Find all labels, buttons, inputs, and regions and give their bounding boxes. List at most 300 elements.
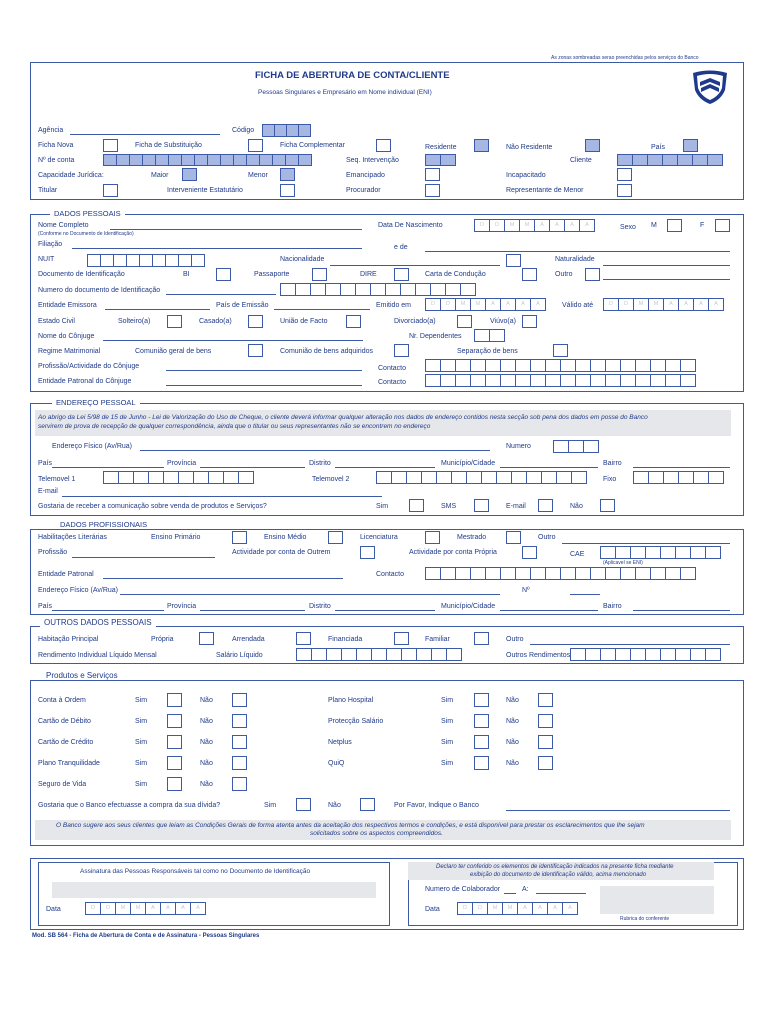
distrito-end-line[interactable] [335,467,435,468]
telemovel1-cells[interactable] [103,471,253,484]
comunhao-adquiridos-label: Comunião de bens adquiridos [280,348,374,355]
pais-prof-label: País [38,603,53,610]
codigo-cells[interactable] [262,124,310,137]
fixo-cells[interactable] [633,471,723,484]
date-cell[interactable]: D [489,219,505,232]
ficha-complementar-label: Ficha Complementar [280,142,345,149]
date-cell[interactable]: A [160,902,176,915]
valido-ate-label: Válido até [562,302,594,309]
codigo-label: Código [232,127,255,134]
passaporte-label: Passaporte [254,271,290,278]
numero-cells[interactable] [553,440,598,453]
produto-label: Cartão de Débito [38,718,91,725]
municipio-prof-line[interactable] [500,610,598,611]
produtos-notice-a: O Banco sugere aos seus clientes que leiam as Condições Gerais de forma atenta antes da aceitação dos respectivos termos e condições, e está disponível para prestar os esclarecimentos que lhe sejam [56,822,645,829]
primario-checkbox[interactable] [232,531,247,544]
shaded-zones-note: As zonas sombreadas serao preenchidas pelos serviços do Banco [551,55,699,61]
date-cell[interactable]: D [457,902,473,915]
filiacao-line-2[interactable] [425,251,730,252]
sexo-label: Sexo [620,224,636,231]
date-cell[interactable]: M [633,298,649,311]
numero-doc-label: Numero do documento de Identificação [38,287,161,294]
arrendada-checkbox[interactable] [296,632,311,645]
account-section [30,62,744,200]
medio-checkbox[interactable] [328,531,343,544]
profissao-line[interactable] [72,557,215,558]
colaborador-a-label: A: [522,886,529,893]
produto-sim-checkbox[interactable] [474,693,489,707]
salario-label: Salário Líquido [216,652,263,659]
date-cell[interactable]: M [487,902,503,915]
carta-checkbox[interactable] [522,268,537,281]
com-nao-checkbox[interactable] [600,499,615,512]
date-cell[interactable]: A [515,298,531,311]
dire-checkbox[interactable] [394,268,409,281]
outros-title: OUTROS DADOS PESSOAIS [40,618,156,627]
solteiro-label: Solteiro(a) [118,318,151,325]
produto-nao-label: Não [200,760,213,767]
ficha-substituicao-label: Ficha de Substituição [135,142,202,149]
n-prof-label: Nº [522,587,530,594]
sexo-f-label: F [700,222,705,229]
produto-nao-checkbox[interactable] [538,735,553,749]
municipio-end-line[interactable] [500,467,598,468]
divida-label: Gostaria que o Banco efectuasse a compra da sua dívida? [38,802,221,809]
produto-label: Netplus [328,739,352,746]
com-email-checkbox[interactable] [538,499,553,512]
licenciatura-label: Licenciatura [360,534,398,541]
endereco-fisico-label: Endereço Físico (Av/Rua) [52,443,133,450]
contacto-prof-cells[interactable] [425,567,695,580]
produto-sim-label: Sim [135,739,148,746]
primario-label: Ensino Primário [151,534,201,541]
hab-outro2-line[interactable] [530,644,730,645]
produto-nao-checkbox[interactable] [232,756,247,770]
nome-note: (Conforme no Documento de Identificação) [38,231,134,237]
cae-label: CAE [570,551,585,558]
data-nascimento-cells[interactable] [474,219,594,232]
representante-checkbox[interactable] [617,184,632,197]
emitido-em-cells[interactable] [425,298,545,311]
medio-label: Ensino Médio [264,534,307,541]
ficha-complementar-checkbox[interactable] [376,139,391,152]
seq-intervencao-label: Seq. Intervenção [346,157,399,164]
produto-sim-label: Sim [441,760,454,767]
nome-completo-line[interactable] [110,229,362,230]
entidade-conjuge-label: Entidade Patronal do Cônjuge [38,378,132,385]
date-cell[interactable]: A [663,298,679,311]
produto-sim-checkbox[interactable] [474,756,489,770]
menor-checkbox[interactable] [280,168,295,181]
nacionalidade-line[interactable] [330,265,500,266]
date-cell[interactable]: A [547,902,563,915]
produto-sim-checkbox[interactable] [167,777,182,791]
date-cell[interactable]: M [115,902,131,915]
familiar-label: Familiar [425,636,450,643]
comunhao-geral-checkbox[interactable] [248,344,263,357]
provincia-prof-line[interactable] [200,610,305,611]
ficha-nova-checkbox[interactable] [103,139,118,152]
distrito-end-label: Distrito [309,460,331,467]
cae-note: (Aplicavel se ENI) [603,560,643,566]
contacto-entidade-label: Contacto [378,379,407,386]
produto-sim-checkbox[interactable] [167,756,182,770]
assinatura-data-cells[interactable] [85,902,205,915]
viuvo-checkbox[interactable] [522,315,537,328]
valido-ate-cells[interactable] [603,298,723,311]
produto-nao-checkbox[interactable] [232,777,247,791]
email-label: E-mail [38,488,58,495]
financiada-checkbox[interactable] [394,632,409,645]
assinatura-signature-area[interactable] [52,882,376,898]
produto-sim-label: Sim [441,697,454,704]
com-sim-label: Sim [376,503,389,510]
produto-nao-label: Não [506,739,519,746]
date-cell[interactable]: A [532,902,548,915]
produtos-notice-b: solicitados sobre os aspectos compreendidos. [310,830,443,837]
endereco-title: ENDEREÇO PESSOAL [52,398,140,407]
date-cell[interactable]: D [474,219,490,232]
divorciado-label: Divorciado(a) [394,318,436,325]
sexo-m-label: M [651,222,657,229]
n-conta-label: Nº de conta [38,157,75,164]
contacto-conjuge-label: Contacto [378,365,407,372]
carta-label: Carta de Condução [425,271,486,278]
com-sms-label: SMS [441,503,457,510]
sexo-m-checkbox[interactable] [667,219,682,232]
fixo-label: Fixo [603,476,617,483]
date-cell[interactable]: A [564,219,580,232]
bairro-prof-label: Bairro [603,603,622,610]
endereco-notice-b: servirem de prova de recepção de qualquer correspondência, ainda que o titular ou seus representantes não se encontrem no endereço [38,423,431,430]
maior-checkbox[interactable] [182,168,197,181]
dados-pessoais-title: DADOS PESSOAIS [50,209,125,218]
produto-nao-checkbox[interactable] [538,714,553,728]
pais-end-label: País [38,460,53,467]
date-cell[interactable]: D [100,902,116,915]
naturalidade-line[interactable] [603,265,730,266]
rendimento-label: Rendimento Individual Líquido Mensal [38,652,157,659]
com-nao-label: Não [570,503,583,510]
com-sim-checkbox[interactable] [409,499,424,512]
divida-nao-label: Não [328,802,341,809]
n-prof-line[interactable] [570,594,600,595]
produto-label: Seguro de Vida [38,781,87,788]
separacao-label: Separação de bens [457,348,518,355]
date-cell[interactable]: M [519,219,535,232]
pais-emissao-label: País de Emissão [216,302,269,309]
conta-propria-checkbox[interactable] [522,546,537,559]
emancipado-label: Emancipado [346,172,385,179]
endereco-fisico-line[interactable] [140,450,490,451]
date-cell[interactable]: A [500,298,516,311]
date-cell[interactable]: D [618,298,634,311]
residente-checkbox[interactable] [474,139,489,152]
bairro-end-line[interactable] [633,467,730,468]
produto-nao-label: Não [506,718,519,725]
endereco-notice-a: Ao abrigo da Lei 5/98 de 15 de Junho - Lei de Valorização do Uso de Cheque, o cliente deverá informar qualquer alteração nos dados de endereço contidos nesta secção sob pena dos dados em posse do Banco [38,414,648,421]
divida-sim-label: Sim [264,802,277,809]
nuit-label: NUIT [38,256,55,263]
date-cell[interactable]: A [145,902,161,915]
contacto-prof-label: Contacto [376,571,405,578]
agencia-line[interactable] [70,134,220,135]
produto-nao-checkbox[interactable] [538,693,553,707]
n-conta-cells[interactable] [103,154,311,166]
nacionalidade-label: Nacionalidade [280,256,325,263]
familiar-checkbox[interactable] [474,632,489,645]
indique-banco-line[interactable] [506,810,730,811]
date-cell[interactable]: D [440,298,456,311]
habilitacoes-label: Habilitações Literárias [38,534,107,541]
produto-sim-label: Sim [441,739,454,746]
form-subtitle: Pessoas Singulares e Empresário em Nome individual (ENI) [258,89,432,96]
produto-sim-checkbox[interactable] [474,735,489,749]
ficha-substituicao-checkbox[interactable] [248,139,263,152]
rubrica-label: Rubrica do conferente [620,916,670,922]
produto-nao-checkbox[interactable] [538,756,553,770]
produto-sim-checkbox[interactable] [167,693,182,707]
produto-nao-checkbox[interactable] [232,735,247,749]
produto-label: QuiQ [328,760,345,767]
cliente-cells[interactable] [617,154,722,166]
produtos-title: Produtos e Serviços [42,671,122,680]
uniao-label: União de Facto [280,318,328,325]
numero-colaborador-label: Numero de Colaborador [425,886,501,893]
date-cell[interactable]: A [175,902,191,915]
date-cell[interactable]: A [517,902,533,915]
arrendada-label: Arrendada [232,636,265,643]
conferente-data-cells[interactable] [457,902,577,915]
provincia-end-label: Província [167,460,197,467]
conferente-data-label: Data [425,906,440,913]
telemovel2-cells[interactable] [376,471,586,484]
residente-label: Residente [425,144,457,151]
bi-checkbox[interactable] [216,268,231,281]
emancipado-checkbox[interactable] [425,168,440,181]
ficha-nova-label: Ficha Nova [38,142,74,149]
date-cell[interactable]: M [502,902,518,915]
comunhao-adquiridos-checkbox[interactable] [394,344,409,357]
outros-rend-label: Outros Rendimentos [506,652,571,659]
numero-label: Numero [506,443,531,450]
procurador-checkbox[interactable] [425,184,440,197]
bairro-prof-line[interactable] [633,610,730,611]
filiacao-line-1[interactable] [72,248,362,249]
licenciatura-checkbox[interactable] [425,531,440,544]
produto-nao-label: Não [506,697,519,704]
date-cell[interactable]: A [534,219,550,232]
produto-nao-label: Não [200,781,213,788]
sexo-f-checkbox[interactable] [715,219,730,232]
profissao-conjuge-label: Profissão/Actividade do Cônjuge [38,363,140,370]
seq-intervencao-cells[interactable] [425,154,455,166]
nacionalidade-box[interactable] [506,254,521,267]
procurador-label: Procurador [346,187,381,194]
date-cell[interactable]: A [678,298,694,311]
conta-outrem-checkbox[interactable] [360,546,375,559]
hab-outro-label: Outro [538,534,556,541]
date-cell[interactable]: D [425,298,441,311]
nuit-cells[interactable] [87,254,204,267]
date-cell[interactable]: A [579,219,595,232]
incapacitado-label: Incapacitado [506,172,546,179]
nao-residente-checkbox[interactable] [585,139,600,152]
produto-nao-checkbox[interactable] [232,693,247,707]
date-cell[interactable]: D [85,902,101,915]
profissionais-title: DADOS PROFISSIONAIS [56,520,151,529]
incapacitado-checkbox[interactable] [617,168,632,181]
contacto-conjuge-cells[interactable] [425,359,695,372]
e-de-label: e de [394,244,408,251]
produto-sim-label: Sim [135,697,148,704]
produto-sim-checkbox[interactable] [167,735,182,749]
pais-prof-line[interactable] [52,610,164,611]
hab-outro2-label: Outro [506,636,524,643]
separacao-checkbox[interactable] [553,344,568,357]
divida-sim-checkbox[interactable] [296,798,311,811]
comunhao-geral-label: Comunião geral de bens [135,348,212,355]
solteiro-checkbox[interactable] [167,315,182,328]
produto-nao-checkbox[interactable] [232,714,247,728]
entidade-emissora-label: Entidade Emissora [38,302,97,309]
salario-cells[interactable] [296,648,461,661]
date-cell[interactable]: M [130,902,146,915]
date-cell[interactable]: A [190,902,206,915]
pais-emissao-line[interactable] [274,309,370,310]
habitacao-label: Habitação Principal [38,636,99,643]
rubrica-area[interactable] [600,886,714,914]
interveniente-label: Interveniente Estatutário [167,187,243,194]
indique-banco-label: Por Favor, Indique o Banco [394,802,479,809]
date-cell[interactable]: D [603,298,619,311]
maior-label: Maior [151,172,169,179]
date-cell[interactable]: M [504,219,520,232]
pais-label: País [651,144,666,151]
dire-label: DIRE [360,271,377,278]
bank-shield-logo-icon [688,68,732,106]
doc-outro-checkbox[interactable] [585,268,600,281]
date-cell[interactable]: A [549,219,565,232]
endereco-prof-label: Endereço Físico (Av/Rua) [38,587,119,594]
entidade-conjuge-line[interactable] [166,385,362,386]
propria-label: Própria [151,636,174,643]
numero-doc-cells[interactable] [280,283,475,296]
menor-label: Menor [248,172,268,179]
produto-label: Cartão de Crédito [38,739,94,746]
capacidade-label: Capacidade Jurídica: [38,172,104,179]
doc-outro-line[interactable] [603,279,730,280]
produto-sim-label: Sim [441,718,454,725]
municipio-prof-label: Município/Cidade [441,603,496,610]
colaborador-a-line[interactable] [536,893,586,894]
produto-label: Conta à Ordem [38,697,86,704]
produto-nao-label: Não [506,760,519,767]
produto-nao-label: Não [200,739,213,746]
date-cell[interactable]: D [472,902,488,915]
data-nascimento-label: Data De Nascimento [378,222,443,229]
telemovel2-label: Telemovel 2 [312,476,350,483]
divida-nao-checkbox[interactable] [360,798,375,811]
assinatura-data-label: Data [46,906,61,913]
footer-model: Mod. SB 564 - Ficha de Abertura de Conta e de Assinatura - Pessoas Singulares [32,933,260,939]
date-cell[interactable]: M [648,298,664,311]
provincia-end-line[interactable] [200,467,305,468]
entidade-patronal-line[interactable] [103,578,343,579]
estado-civil-label: Estado Civil [38,318,75,325]
date-cell[interactable]: M [455,298,471,311]
date-cell[interactable]: A [485,298,501,311]
date-cell[interactable]: A [530,298,546,311]
mestrado-label: Mestrado [457,534,487,541]
endereco-prof-line[interactable] [120,594,500,595]
produto-nao-label: Não [200,697,213,704]
casado-label: Casado(a) [199,318,232,325]
date-cell[interactable]: A [693,298,709,311]
produto-label: Plano Hospital [328,697,374,704]
numero-doc-line[interactable] [166,294,276,295]
entidade-emissora-line[interactable] [105,309,210,310]
conta-outrem-label: Actividade por conta de Outrem [232,549,331,556]
date-cell[interactable]: A [708,298,724,311]
profissao-conjuge-line[interactable] [166,370,362,371]
produto-sim-checkbox[interactable] [474,714,489,728]
entidade-patronal-label: Entidade Patronal [38,571,94,578]
pais-end-line[interactable] [52,467,164,468]
passaporte-checkbox[interactable] [312,268,327,281]
date-cell[interactable]: M [470,298,486,311]
com-sms-checkbox[interactable] [474,499,489,512]
financiada-label: Financiada [328,636,363,643]
gostaria-label: Gostaria de receber a comunicação sobre venda de produtos e Serviços? [38,503,267,510]
naturalidade-label: Naturalidade [555,256,595,263]
hab-outro-line[interactable] [562,543,730,544]
titular-label: Titular [38,187,58,194]
assinatura-left-title: Assinatura das Pessoas Responsáveis tal como no Documento de Identificação [80,868,311,875]
produto-sim-label: Sim [135,718,148,725]
pais-box[interactable] [683,139,698,152]
doc-outro-label: Outro [555,271,573,278]
cae-cells[interactable] [600,546,720,559]
produto-sim-label: Sim [135,760,148,767]
email-line[interactable] [62,496,382,497]
agencia-label: Agência [38,127,64,134]
date-cell[interactable]: A [562,902,578,915]
municipio-end-label: Município/Cidade [441,460,496,467]
casado-checkbox[interactable] [248,315,263,328]
nome-conjuge-line[interactable] [103,340,363,341]
uniao-checkbox[interactable] [346,315,361,328]
representante-label: Representante de Menor [506,187,584,194]
declaracao-a: Declaro ter conferido os elementos de identificação indicados na presente ficha mediante [436,864,674,870]
outros-rend-cells[interactable] [570,648,720,661]
viuvo-label: Viúvo(a) [490,318,516,325]
divorciado-checkbox[interactable] [457,315,472,328]
distrito-prof-label: Distrito [309,603,331,610]
nao-residente-label: Não Residente [506,144,553,151]
produto-sim-checkbox[interactable] [167,714,182,728]
interveniente-checkbox[interactable] [280,184,295,197]
declaracao-b: exibição do documento de identificação válido, acima mencionado [470,872,647,878]
mestrado-checkbox[interactable] [506,531,521,544]
numero-colaborador-line[interactable] [504,893,516,894]
nr-dependentes-cells[interactable] [474,329,504,342]
titular-checkbox[interactable] [103,184,118,197]
contacto-entidade-cells[interactable] [425,374,695,387]
propria-checkbox[interactable] [199,632,214,645]
distrito-prof-line[interactable] [335,610,435,611]
cliente-label: Cliente [570,157,592,164]
